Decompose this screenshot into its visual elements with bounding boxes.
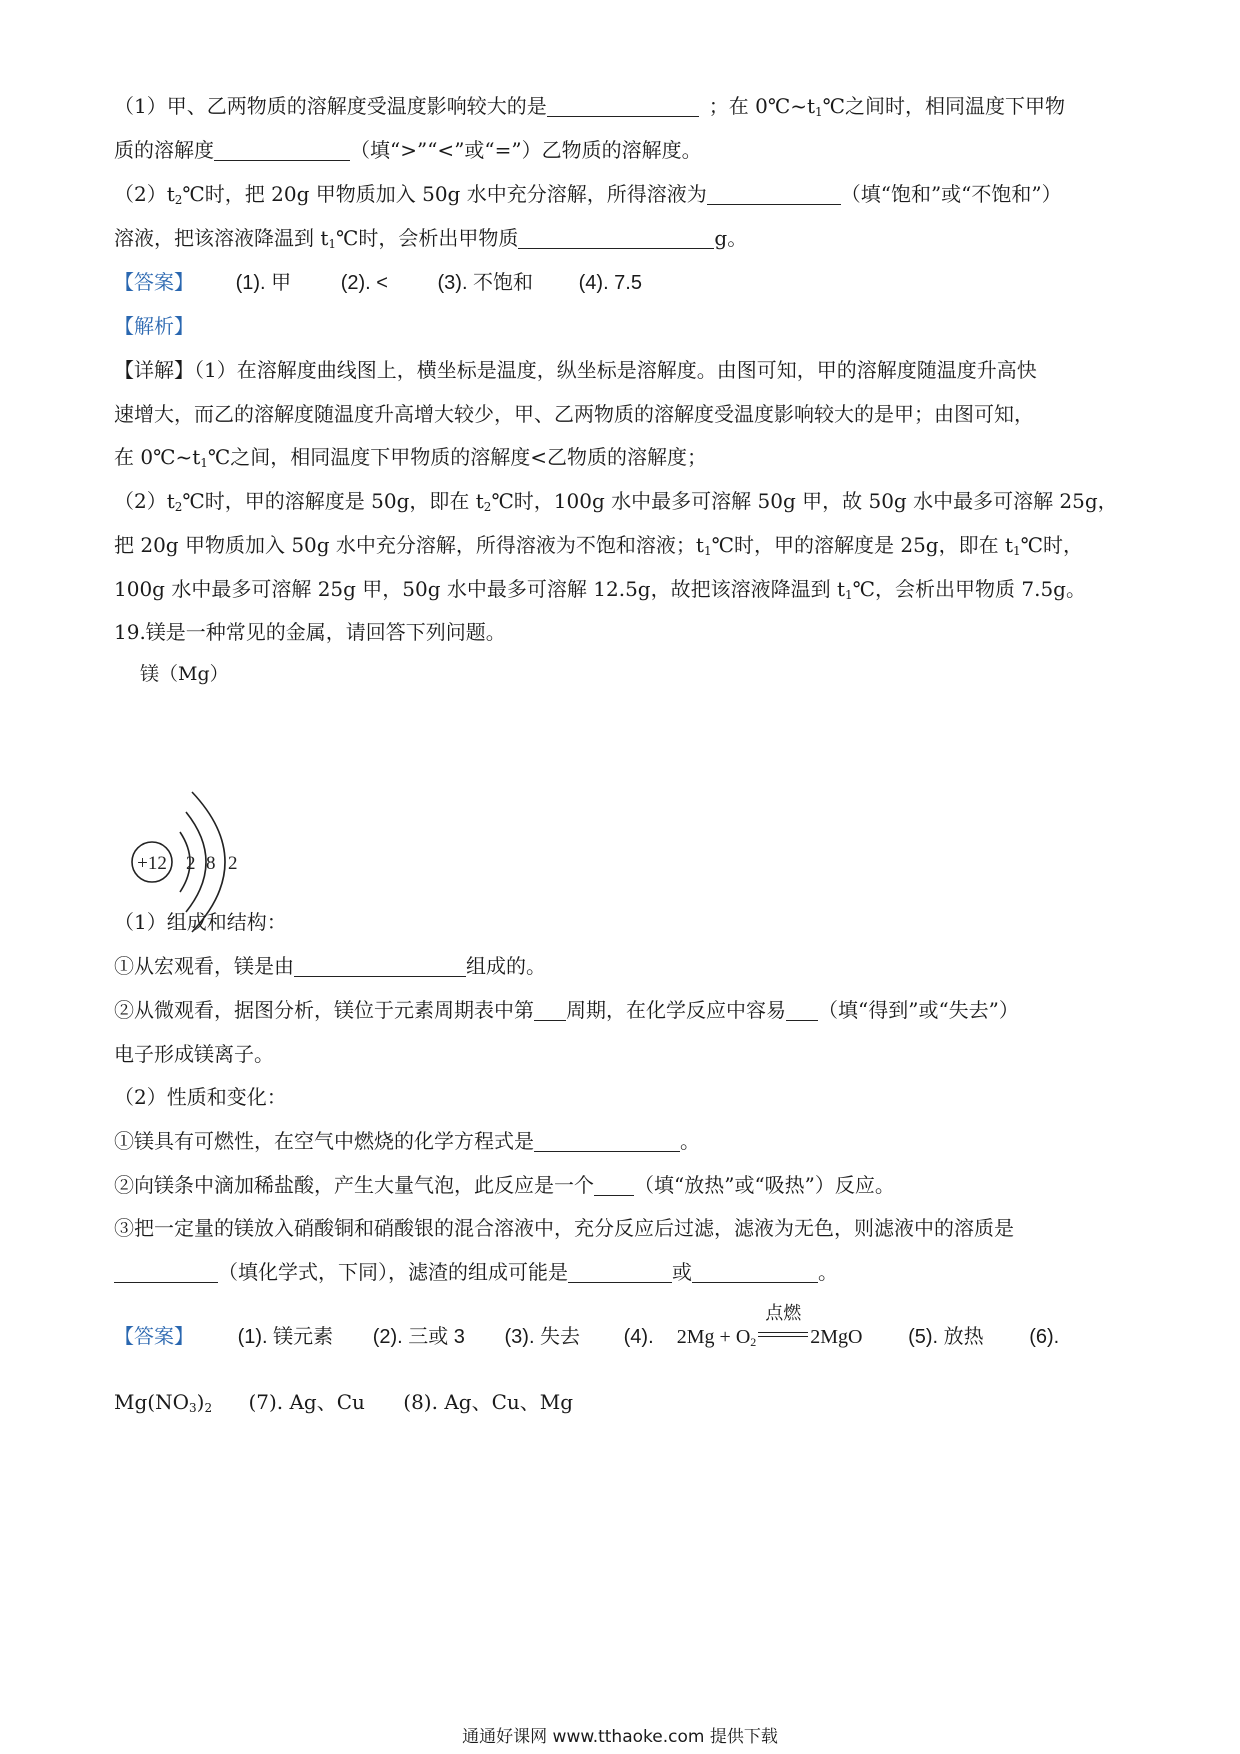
answer-19-line1: 【答案】 (1). 镁元素 (2). 三或 3 (3). 失去 (4). $2Mg + O_2$ 点燃 2MgO (5). 放热 (6). [114,1322,1059,1351]
blank-9[interactable] [594,1175,634,1196]
shell-electrons-2: 8 [206,853,216,874]
q18-part2-line1: $(2)t_2℃$时，把 20g 甲物质加入 50g 水中充分溶解，所得溶液为 （填“饱和”或“不饱和”） [114,182,1062,207]
detail-line-5: 把 20g 甲物质加入 50g 水中充分溶解，所得溶液为不饱和溶液；$t_1℃$时，甲的溶解度是 25g，即在 $t_1℃$时， [114,533,1084,558]
q19-s2-item3: ③把一定量的镁放入硝酸铜和硝酸银的混合溶液中，充分反应后过滤，滤液为无色，则滤液中的溶质是 [114,1216,1014,1240]
answer-18: 【答案】 (1). 甲 (2). < (3). 不饱和 (4). 7.5 [114,270,642,294]
blank-11[interactable] [568,1262,672,1283]
combustion-equation: $2Mg + O_2$ 点燃 2MgO [677,1323,863,1351]
blank-12[interactable] [692,1262,818,1283]
q19-s1-item2-cont: 电子形成镁离子。 [114,1042,274,1066]
blank-6[interactable] [534,1000,566,1021]
q18-part1-line2: 质的溶解度 （填“>”“<”或“=”）乙物质的溶解度。 [114,138,702,162]
blank-8[interactable] [534,1131,680,1152]
equals-sign [758,1332,808,1337]
q19-s1-item2: ②从微观看，据图分析，镁位于元素周期表中第 周期，在化学反应中容易 （填“得到”或“失去”） [114,998,1019,1022]
q18-part2-line2: 溶液，把该溶液降温到 $t_1℃$时，会析出甲物质 g。 [114,226,748,251]
detail-line-1: 【详解】（1）在溶解度曲线图上，横坐标是温度，纵坐标是溶解度。由图可知，甲的溶解度随温度升高快 [114,358,1037,382]
nucleus-charge: +12 [137,853,167,874]
blank-4[interactable] [518,228,714,249]
q19-s1-item1: ①从宏观看，镁是由 组成的。 [114,954,546,978]
blank-10[interactable] [114,1262,218,1283]
analysis-label: 【解析】 [114,314,194,338]
answer-19-line2: $Mg(NO_3)_2$ (7). Ag、Cu (8). Ag、Cu、Mg [114,1390,574,1415]
blank-7[interactable] [786,1000,818,1021]
blank-2[interactable] [214,140,350,161]
q18-part1-line1: （1）甲、乙两物质的溶解度受温度影响较大的是 ；在 $0℃\sim t_1℃$之间时，相同温度下甲物 [114,94,1065,119]
detail-line-4: $(2)t_2℃$时，甲的溶解度是 50g，即在 $t_2℃$时，100g 水中最多可溶解 50g 甲，故 50g 水中最多可溶解 25g， [114,489,1118,514]
q19-s2-heading: （2）性质和变化： [114,1085,287,1109]
blank-1[interactable] [547,96,699,117]
blank-3[interactable] [707,184,841,205]
q19-title: 19.镁是一种常见的金属，请回答下列问题。 [114,620,506,644]
q19-s2-item2: ②向镁条中滴加稀盐酸，产生大量气泡，此反应是一个 （填“放热”或“吸热”）反应。 [114,1173,895,1197]
answer-6-value: $Mg(NO_3)_2$ [114,1390,213,1415]
reaction-condition: 点燃 [765,1303,802,1323]
atom-figure-label: 镁（Mg） [140,663,229,685]
shell-electrons-1: 2 [186,853,196,874]
shell-electrons-3: 2 [228,853,238,874]
q19-s2-item3-cont: （填化学式，下同），滤渣的组成可能是 或 。 [114,1258,838,1286]
answer-label: 【答案】 [114,270,194,294]
blank-5[interactable] [294,956,466,977]
footer-source: 通通好课网 www.tthaoke.com 提供下载 [462,1727,778,1747]
detail-line-2: 速增大，而乙的溶解度随温度升高增大较少，甲、乙两物质的溶解度受温度影响较大的是甲；由图可知， [114,402,1034,426]
q19-s1-heading: （1）组成和结构： [114,910,287,934]
answer-label: 【答案】 [114,1324,194,1348]
q19-s2-item1: ①镁具有可燃性，在空气中燃烧的化学方程式是 。 [114,1129,700,1153]
detail-line-6: 100g 水中最多可溶解 25g 甲，50g 水中最多可溶解 12.5g，故把该溶液降温到 $t_1℃$，会析出甲物质 7.5g。 [114,577,1086,602]
detail-line-3: 在 $0℃\sim t_1℃$之间，相同温度下甲物质的溶解度<乙物质的溶解度； [114,445,708,470]
